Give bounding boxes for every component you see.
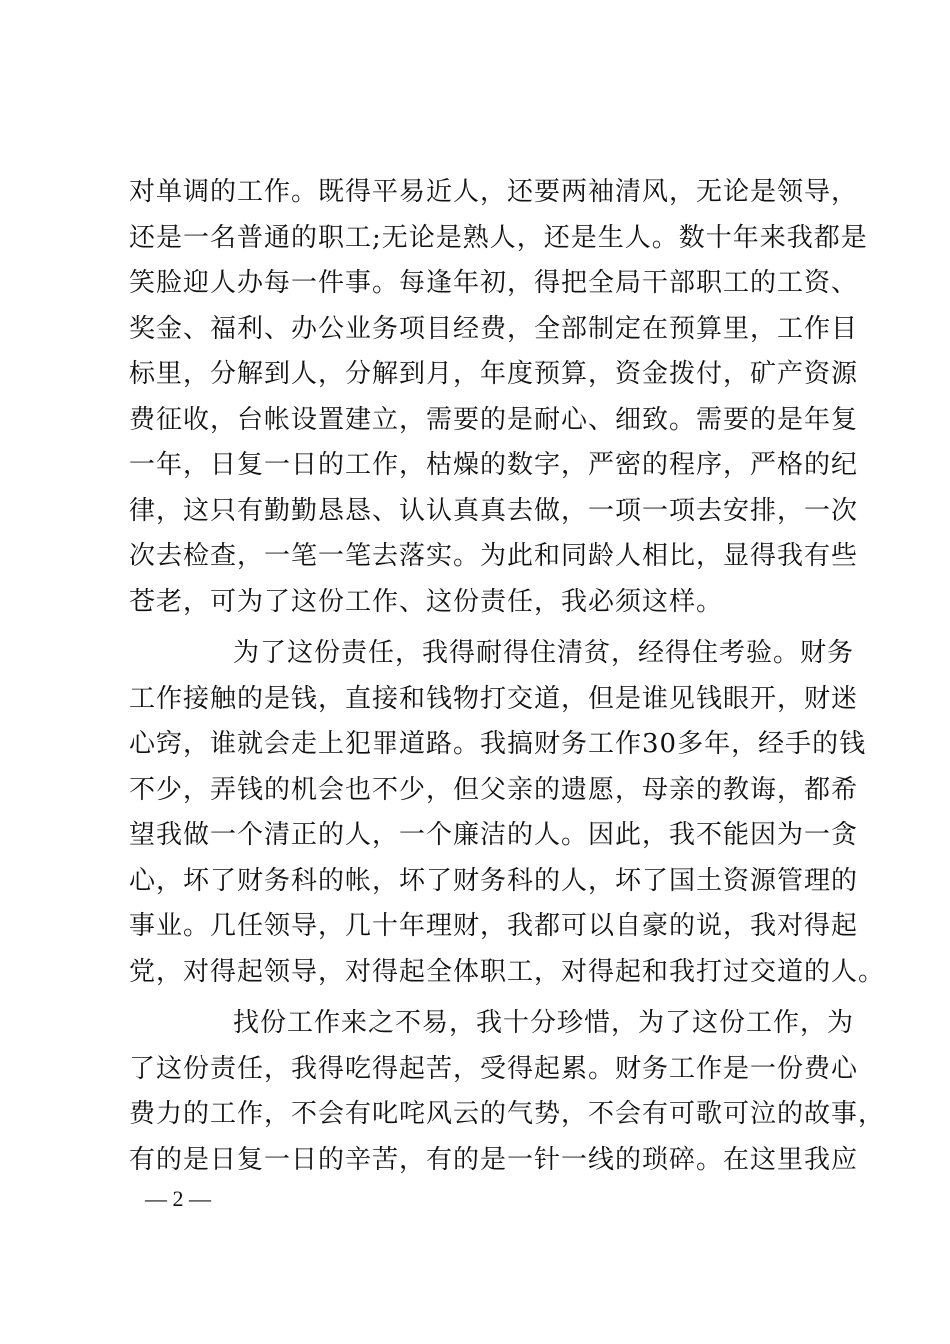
body-text: [129, 170, 886, 1183]
text-line: 心窍，谁就会走上犯罪道路。我搞财务工作30多年，经手的钱: [129, 729, 867, 759]
text-line: 事业。几任领导，几十年理财，我都可以自豪的说，我对得起: [129, 911, 859, 941]
text-line: 律，这只有勤勤恳恳、认认真真去做，一项一项去安排，一次: [129, 495, 859, 526]
text-line: 对单调的工作。既得平易近人，还要两袖清风，无论是领导，: [129, 177, 859, 207]
text-line: 工作接触的是钱，直接和钱物打交道，但是谁见钱眼开，财迷: [129, 683, 859, 714]
paragraph-2: [129, 631, 886, 995]
text-line: 还是一名普通的职工;无论是熟人，还是生人。数十年来我都是: [129, 222, 868, 253]
text-line: 党，对得起领导，对得起全体职工，对得起和我打过交道的人。: [129, 956, 886, 987]
text-line: 笑脸迎人办每一件事。每逢年初，得把全局干部职工的工资、: [129, 268, 859, 298]
paragraph-1: [129, 170, 868, 625]
text-line: 有的是日复一日的辛苦，有的是一针一线的琐碎。在这里我应: [129, 1144, 859, 1175]
text-line: 苍老，可为了这份工作、这份责任，我必须这样。: [129, 586, 724, 617]
text-line: 费力的工作，不会有叱咤风云的气势，不会有可歌可泣的故事，: [129, 1099, 886, 1129]
page-number: — 2 —: [145, 1186, 211, 1211]
text-line: 费征收，台帐设置建立，需要的是耐心、细致。需要的是年复: [129, 404, 859, 435]
text-line: 次去检查，一笔一笔去落实。为此和同龄人相比，显得我有些: [129, 541, 859, 571]
text-line: 心，坏了财务科的帐，坏了财务科的人，坏了国土资源管理的: [129, 865, 859, 896]
text-line: 为了这份责任，我得耐得住清贫，经得住考验。财务: [233, 638, 855, 668]
text-line: 望我做一个清正的人，一个廉洁的人。因此，我不能因为一贪: [129, 820, 859, 850]
text-line: 不少，弄钱的机会也不少，但父亲的遗愿，母亲的教诲，都希: [129, 774, 859, 805]
text-line: 找份工作来之不易，我十分珍惜，为了这份工作，为: [233, 1008, 855, 1038]
text-line: 了这份责任，我得吃得起苦，受得起累。财务工作是一份费心: [129, 1053, 859, 1084]
text-line: 一年，日复一日的工作，枯燥的数字，严密的程序，严格的纪: [129, 450, 859, 480]
text-line: 标里，分解到人，分解到月，年度预算，资金拨付，矿产资源: [129, 359, 859, 389]
text-line: 奖金、福利、办公业务项目经费，全部制定在预算里，工作目: [129, 313, 859, 344]
paragraph-3: [129, 1001, 886, 1183]
